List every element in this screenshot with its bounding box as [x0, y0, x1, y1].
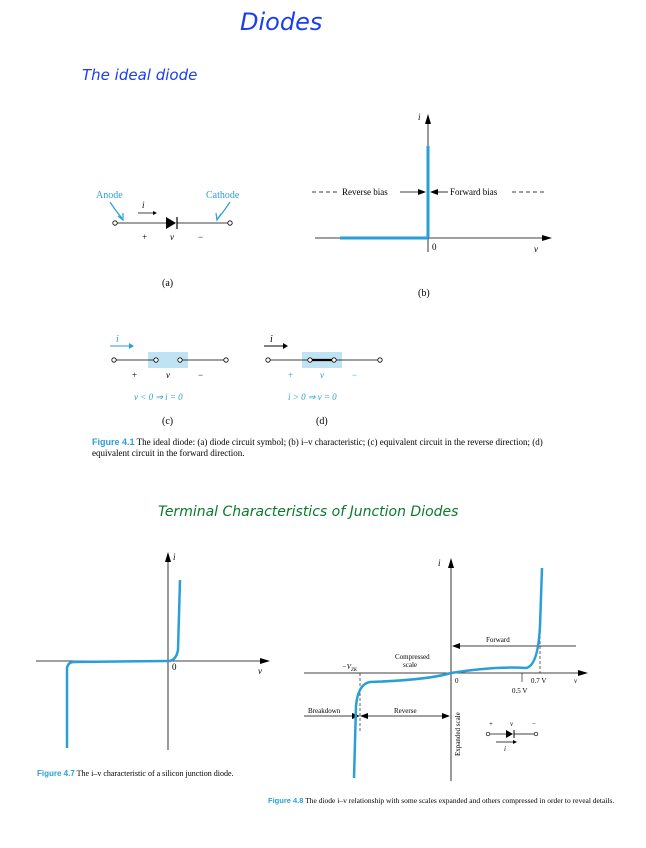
plus-label: + [142, 232, 148, 242]
fig48-minus-label: − [532, 720, 536, 728]
i-axis-label: i [418, 112, 421, 122]
fig48-expanded-label: Expanded scale [454, 712, 462, 756]
fig47-i-label: i [173, 552, 176, 562]
fig48-05v-label: 0.5 V [512, 687, 528, 695]
c-current-label: i [116, 334, 119, 345]
fig48-diode-icon [506, 730, 513, 738]
fig41b-iv-characteristic [300, 106, 560, 300]
fig48-reverse-label: Reverse [394, 707, 417, 715]
origin-label: 0 [432, 242, 437, 252]
fig47-origin-label: 0 [172, 662, 177, 672]
fig48-caption [268, 796, 624, 806]
fig48-vzk-label: $-V_{ZK}$ [342, 663, 358, 673]
d-plus-label: + [288, 370, 294, 380]
d-condition: i > 0 ⇒ v = 0 [288, 392, 337, 402]
fig48-07v-label: 0.7 V [531, 677, 547, 685]
c-v-label: v [166, 370, 170, 380]
fig47-caption-label: Figure 4.7 [37, 769, 75, 778]
reverse-bias-label: Reverse bias [342, 187, 388, 197]
d-current-label: i [270, 334, 273, 345]
fig48-caption-text: The diode i–v relationship with some scales expanded and others compressed in order to reveal details. [305, 796, 615, 805]
current-i-label: i [142, 200, 145, 210]
d-v-label: v [320, 370, 324, 380]
fig47-silicon-iv-plot [30, 550, 275, 755]
v-axis-label: v [534, 244, 538, 254]
c-plus-label: + [132, 370, 138, 380]
fig47-caption [37, 768, 297, 779]
diode-triangle-icon [166, 217, 176, 229]
c-condition: v < 0 ⇒ i = 0 [134, 392, 183, 402]
fig48-plus-label: + [489, 720, 493, 728]
fig41d-forward-equivalent [258, 330, 398, 430]
fig41d-label: (d) [316, 416, 328, 427]
fig41-caption [92, 437, 562, 459]
section-title-junction-diodes: Terminal Characteristics of Junction Diodes [158, 504, 459, 520]
fig48-isym-label: i [504, 745, 506, 753]
fig41c-label: (c) [162, 416, 174, 427]
c-minus-label: − [198, 370, 204, 380]
fig47-caption-text: The i–v characteristic of a silicon junction diode. [76, 769, 234, 778]
fig48-vsym-label: v [510, 720, 514, 728]
fig41a-label: (a) [162, 278, 174, 289]
fig41-caption-text: The ideal diode: (a) diode circuit symbol; (b) i–v characteristic; (c) equivalent circuit in the reverse direction; (d) equivalent circuit in the forward direction. [92, 437, 543, 458]
minus-label: − [198, 232, 204, 242]
fig47-v-label: v [258, 666, 262, 676]
fig48-v-label: v [574, 677, 578, 685]
fig48-scaled-iv-plot [298, 556, 598, 786]
cathode-label: Cathode [206, 190, 240, 201]
page-title: Diodes [240, 8, 323, 36]
fig48-breakdown-label: Breakdown [308, 707, 341, 715]
section-title-ideal-diode: The ideal diode [82, 66, 198, 84]
fig48-scale-label: scale [403, 661, 417, 669]
fig48-compressed-label: Compressed [395, 653, 430, 661]
forward-bias-label: Forward bias [450, 187, 498, 197]
fig48-i-label: i [438, 558, 441, 568]
fig48-caption-label: Figure 4.8 [268, 796, 304, 805]
voltage-v-label: v [170, 232, 174, 242]
fig41c-reverse-equivalent [104, 330, 244, 430]
fig41b-label: (b) [418, 288, 430, 299]
fig48-origin-label: 0 [455, 677, 459, 685]
anode-label: Anode [96, 190, 123, 201]
fig48-forward-label: Forward [486, 636, 510, 644]
fig47-iv-curve [67, 580, 180, 748]
d-minus-label: − [352, 370, 358, 380]
fig41a-diode-symbol [90, 180, 250, 290]
fig41-caption-label: Figure 4.1 [92, 437, 135, 447]
